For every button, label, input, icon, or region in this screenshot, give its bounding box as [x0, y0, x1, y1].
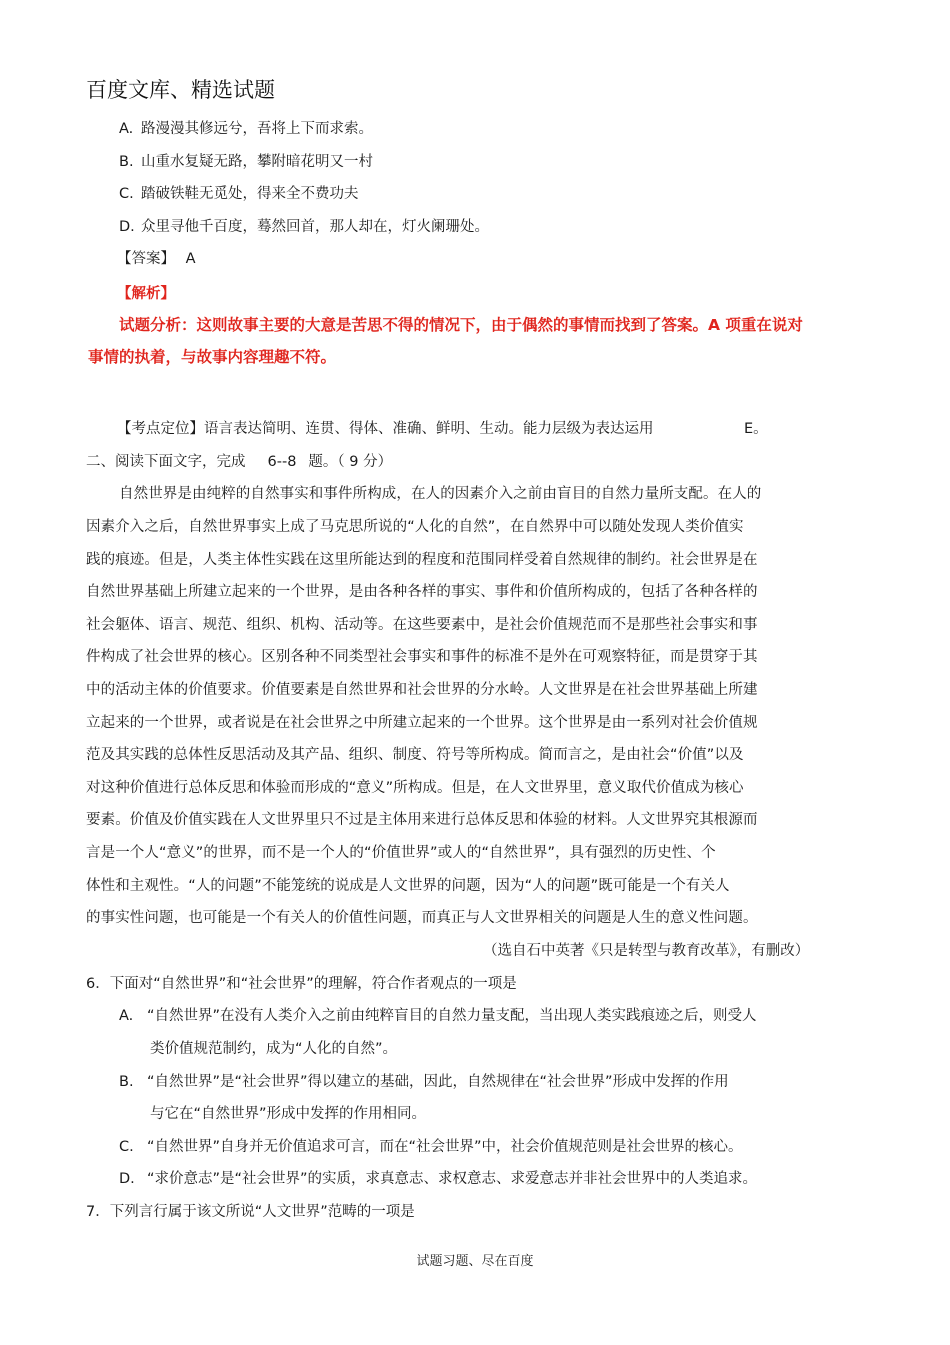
q6-stem: 6．下面对“自然世界”和“社会世界”的理解，符合作者观点的一项是: [86, 976, 517, 992]
option-text: 踏破铁鞋无觅处，得来全不费功夫: [141, 186, 359, 202]
option-key: A.: [119, 121, 134, 137]
page-header-title: 百度文库、精选试题: [86, 78, 275, 102]
option-key: A.: [119, 1008, 134, 1024]
section-2-range: 6--8: [267, 454, 297, 470]
q5-option-c: [119, 182, 359, 203]
q6-option-b: [119, 1070, 729, 1091]
option-text: “自然世界”是“社会世界”得以建立的基础，因此，自然规律在“社会世界”形成中发挥的作用: [147, 1074, 729, 1090]
analysis-label: 【解析】: [117, 286, 175, 302]
analysis-line-1: 试题分析：这则故事主要的大意是苦思不得的情况下，由于偶然的事情而找到了答案。A 项重在说对: [119, 316, 803, 334]
passage-line: 言是一个人“意义”的世界，而不是一个人的“价值世界”或人的“自然世界”，具有强烈的历史性、个: [86, 845, 716, 861]
option-key: D.: [119, 219, 135, 235]
passage-line: 自然世界是由纯粹的自然事实和事件所构成，在人的因素介入之前由盲目的自然力量所支配。在人的: [119, 486, 762, 502]
option-key: B.: [119, 154, 134, 170]
passage-line: 体性和主观性。“人的问题”不能笼统的说成是人文世界的问题，因为“人的问题”既可能是一个有关人: [86, 878, 730, 894]
q6-option-d: [119, 1167, 757, 1188]
q5-option-d: [119, 215, 489, 236]
analysis-line-2: 事情的执着，与故事内容理趣不符。: [88, 348, 337, 366]
passage-line: 因素介入之后，自然世界事实上成了马克思所说的“人化的自然”，在自然界中可以随处发现人类价值实: [86, 519, 744, 535]
section-2-heading: [86, 450, 392, 471]
q6-option-a: [119, 1004, 757, 1025]
option-text: 山重水复疑无路，攀附暗花明又一村: [141, 154, 373, 170]
option-key: C.: [119, 186, 134, 202]
answer-value: A: [185, 251, 196, 267]
option-text: 路漫漫其修远兮，吾将上下而求索。: [141, 121, 373, 137]
option-key: D.: [119, 1171, 135, 1187]
passage-source: （选自石中英著《只是转型与教育改革》，有删改）: [483, 943, 810, 959]
section-2-text: 二、阅读下面文字，完成: [86, 454, 246, 470]
option-text: 众里寻他千百度，蓦然回首，那人却在，灯火阑珊处。: [141, 219, 489, 235]
section-2-tail: 题。（ 9 分）: [308, 454, 393, 470]
option-text: “求价意志”是“社会世界”的实质，求真意志、求权意志、求爱意志并非社会世界中的人类追求。: [147, 1171, 758, 1187]
kaodian-text: 【考点定位】语言表达简明、连贯、得体、准确、鲜明、生动。能力层级为表达运用: [117, 421, 654, 437]
q6-option-b-cont: 与它在“自然世界”形成中发挥的作用相同。: [150, 1106, 427, 1122]
passage-line: 自然世界基础上所建立起来的一个世界，是由各种各样的事实、事件和价值所构成的，包括了各种各样的: [86, 584, 758, 600]
passage-line: 件构成了社会世界的核心。区别各种不同类型社会事实和事件的标准不是外在可观察特征，而是贯穿于其: [86, 649, 758, 665]
passage-line: 社会躯体、语言、规范、组织、机构、活动等。在这些要素中，是社会价值规范而不是那些社会事实和事: [86, 617, 758, 633]
passage-line: 范及其实践的总体性反思活动及其产品、组织、制度、符号等所构成。简而言之，是由社会“价值”以及: [86, 747, 744, 763]
passage-line: 践的痕迹。但是，人类主体性实践在这里所能达到的程度和范围同样受着自然规律的制约。社会世界是在: [86, 552, 758, 568]
option-text: “自然世界”自身并无价值追求可言，而在“社会世界”中，社会价值规范则是社会世界的核心。: [147, 1139, 743, 1155]
passage-line: 立起来的一个世界，或者说是在社会世界之中所建立起来的一个世界。这个世界是由一系列对社会价值规: [86, 715, 758, 731]
option-key: B.: [119, 1074, 134, 1090]
q5-option-a: [119, 117, 373, 138]
answer-label: 【答案】: [117, 251, 175, 267]
passage-line: 中的活动主体的价值要求。价值要素是自然世界和社会世界的分水岭。人文世界是在社会世界基础上所建: [86, 682, 758, 698]
passage-line: 的事实性问题，也可能是一个有关人的价值性问题，而真正与人文世界相关的问题是人生的意义性问题。: [86, 910, 758, 926]
page-footer: 试题习题、尽在百度: [416, 1254, 534, 1269]
q7-stem: 7．下列言行属于该文所说“人文世界”范畴的一项是: [86, 1204, 415, 1220]
q6-option-c: [119, 1135, 743, 1156]
option-key: C.: [119, 1139, 134, 1155]
q6-option-a-cont: 类价值规范制约，成为“人化的自然”。: [150, 1041, 398, 1057]
passage-line: 对这种价值进行总体反思和体验而形成的“意义”所构成。但是，在人文世界里，意义取代价值成为核心: [86, 780, 744, 796]
passage-line: 要素。价值及价值实践在人文世界里只不过是主体用来进行总体反思和体验的材料。人文世界究其根源而: [86, 812, 758, 828]
kaodian-level: E。: [744, 421, 768, 437]
answer-line: [117, 247, 196, 268]
option-text: “自然世界”在没有人类介入之前由纯粹盲目的自然力量支配，当出现人类实践痕迹之后，则受人: [147, 1008, 757, 1024]
q5-option-b: [119, 150, 373, 171]
